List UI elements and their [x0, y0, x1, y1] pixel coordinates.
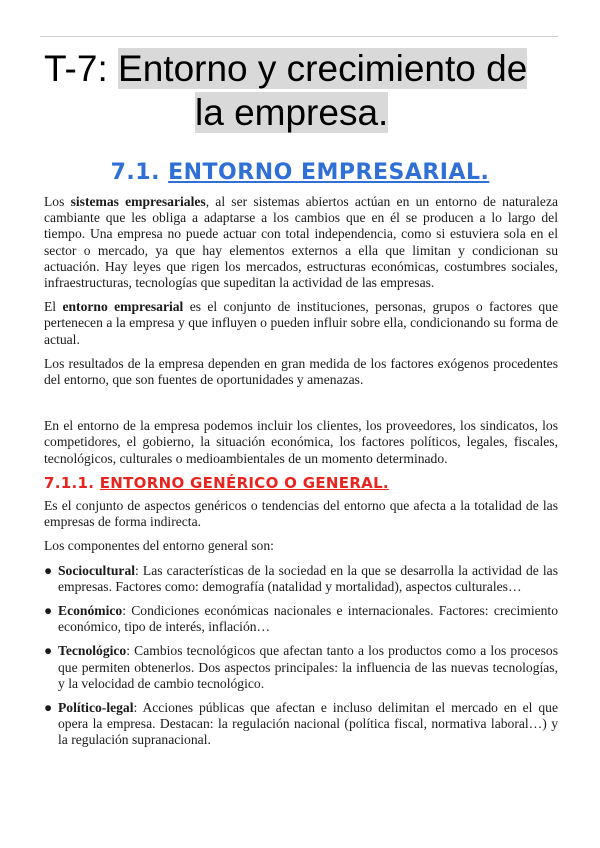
components-list — [44, 563, 558, 749]
title-prefix: T-7: — [44, 48, 119, 89]
paragraph-entorno — [44, 299, 558, 348]
list-item — [44, 563, 558, 595]
subsection-title: ENTORNO GENÉRICO O GENERAL. — [99, 473, 389, 492]
list-item — [44, 643, 558, 692]
list-item — [44, 603, 558, 635]
subsection-number: 7.1.1. — [44, 473, 95, 492]
text: : Condiciones económicas nacionales e internacionales. Factores: crecimiento económico, tipo de interés, inflación… — [58, 603, 558, 635]
bold-term: Económico — [58, 603, 123, 619]
page-title — [44, 47, 564, 135]
section-title: ENTORNO EMPRESARIAL. — [168, 160, 490, 185]
document-body — [44, 194, 558, 757]
bullet-icon: ● — [44, 700, 53, 716]
paragraph-incluir: En el entorno de la empresa podemos incluir los clientes, los proveedores, los sindicatos, los competidores, el gobierno, la situación económica, los factores políticos, legales, fiscales, tecnológicos, culturales o medioambientales de un momento determinado. — [44, 418, 558, 466]
paragraph-componentes: Los componentes del entorno general son: — [44, 538, 274, 554]
text: es el conjunto de instituciones, personas, grupos o factores que pertenecen a la empresa y que influyen o pueden influir sobre ella, condicionando su forma de actual. — [44, 299, 559, 347]
paragraph-resultados: Los resultados de la empresa dependen en gran medida de los factores exógenos procedentes del entorno, que son fuentes de oportunidades y amenazas. — [44, 355, 558, 388]
paragraph-conjunto: Es el conjunto de aspectos genéricos o tendencias del entorno que afecta a la totalidad de las empresas de forma indirecta. — [44, 498, 558, 530]
text: : Cambios tecnológicos que afectan tanto a los productos como a los procesos que permiten obtenerlos. Dos aspectos principales: la influencia de las nuevas tecnologías, y la velocidad de cambio tecnológico. — [58, 643, 558, 691]
text: : Acciones públicas que afectan e incluso delimitan el mercado en el que opera la empresa. Destacan: la regulación nacional (política fiscal, normativa laboral…) y la regulación supranacional. — [58, 700, 558, 748]
bullet-icon: ● — [44, 603, 53, 619]
bold-term: sistemas empresariales — [70, 194, 206, 209]
bold-term: Político-legal — [58, 700, 134, 716]
paragraph-sistemas — [44, 194, 558, 291]
bold-term: Sociocultural — [58, 562, 136, 578]
text: , al ser sistemas abiertos actúan en un entorno de naturaleza cambiante que les obliga a adaptarse a los cambios que en él se producen a lo largo del tiempo. Una empresa no puede actuar con total independencia, como si estuviera sola en el sector o mercado, ya que hay elementos externos a ella que limitan y condicionan su actuación. Hay leyes que rigen los mercados, estructuras económicas, costumbres sociales, infraestructuras, tecnologías que supeditan la actividad de las empresas. — [44, 194, 559, 291]
section-heading-7-1-1 — [44, 475, 558, 491]
list-item — [44, 700, 558, 749]
text: El — [44, 299, 63, 315]
bold-term: entorno empresarial — [62, 299, 184, 315]
title-line-1: Entorno y crecimiento de — [118, 48, 528, 89]
bullet-icon: ● — [44, 643, 53, 659]
bullet-icon: ● — [44, 562, 53, 578]
top-rule — [40, 36, 558, 37]
section-heading-7-1 — [0, 160, 600, 185]
section-number: 7.1. — [110, 160, 160, 185]
text: : Las características de la sociedad en la que se desarrolla la actividad de las empresas. Factores como: demografía (natalidad y mortalidad), aspectos culturales… — [58, 562, 558, 594]
title-line-2: la empresa. — [195, 92, 389, 133]
text: Los — [44, 194, 71, 209]
bold-term: Tecnológico — [58, 643, 127, 659]
